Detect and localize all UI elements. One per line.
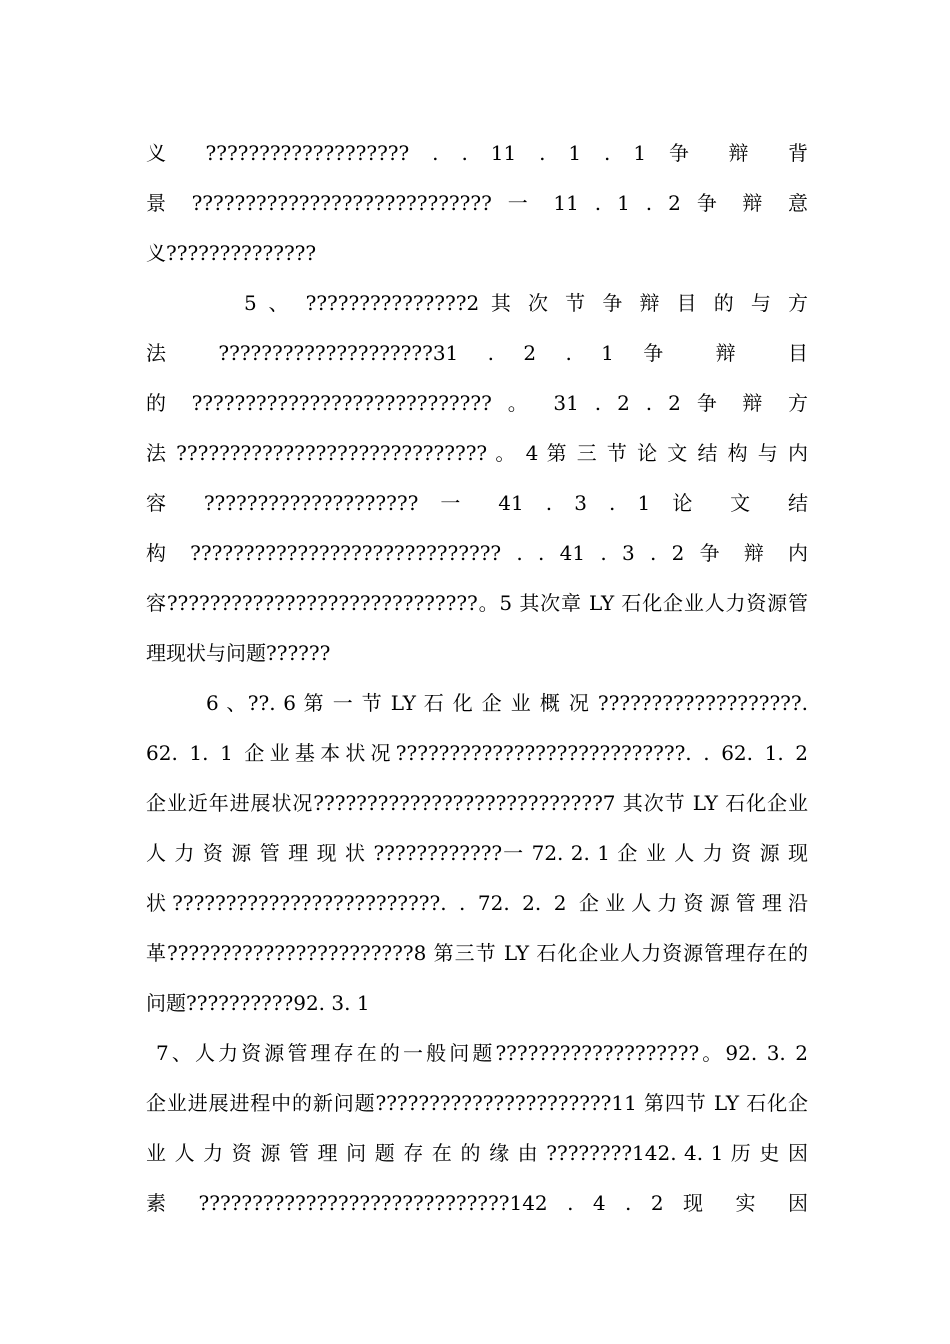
toc-line: 6 、??. 6 第 一 节 LY 石 化 企 业 概 况 ???????????????????. [206, 691, 808, 715]
toc-line: 容?????????????????????????????。5 其次章 LY 石化企业人力资源管 [146, 591, 808, 615]
toc-paragraph-4 [146, 1028, 808, 1228]
toc-line: 人 力 资 源 管 理 现 状 ????????????一 72. 2. 1 企 业 人 力 资 源 现 [146, 841, 808, 865]
toc-line: 业 人 力 资 源 管 理 问 题 存 在 的 缘 由 ????????142. 4. 1 历 史 因 [146, 1141, 808, 1165]
toc-paragraph-1 [146, 128, 808, 278]
toc-line: 理现状与问题?????? [146, 641, 331, 665]
toc-paragraph-3 [146, 678, 808, 1028]
toc-line: 62. 1. 1 企业基本状况???????????????????????????. . 62. 1. 2 [146, 741, 808, 765]
toc-line: 状?????????????????????????. . 72. 2. 2 企业人力资源管理沿 [146, 891, 808, 915]
toc-line: 义?????????????? [146, 241, 317, 265]
toc-line: 容 ???????????????????? 一 41 . 3 . 1 论 文 结 [146, 491, 808, 515]
toc-line: 义 ??????????????????? . . 11 . 1 . 1 争 辩 背 [146, 141, 808, 165]
toc-line: 问题??????????92. 3. 1 [146, 991, 370, 1015]
toc-line: 革???????????????????????8 第三节 LY 石化企业人力资源管理存在的 [146, 941, 808, 965]
document-page [146, 128, 808, 1228]
toc-line: 7、人力资源管理存在的一般问题???????????????????。92. 3. 2 [156, 1041, 808, 1065]
toc-line: 5 、 ???????????????2 其 次 节 争 辩 目 的 与 方 [244, 291, 808, 315]
toc-line: 企业近年进展状况???????????????????????????7 其次节 LY 石化企业 [146, 791, 808, 815]
toc-line: 景 ???????????????????????????? 一 11 . 1 . 2 争 辩 意 [146, 191, 808, 215]
toc-line: 法 ????????????????????31 . 2 . 1 争 辩 目 [146, 341, 808, 365]
toc-line: 构 ????????????????????????????? . . 41 . 3 . 2 争 辩 内 [146, 541, 808, 565]
toc-line: 法 ????????????????????????????? 。 4 第 三 节 论 文 结 构 与 内 [146, 441, 808, 465]
toc-line: 企业进展进程中的新问题??????????????????????11 第四节 LY 石化企 [146, 1091, 808, 1115]
toc-line: 素 ?????????????????????????????142 . 4 . 2 现 实 因 [146, 1191, 808, 1215]
toc-paragraph-2 [146, 278, 808, 678]
toc-line: 的 ???????????????????????????? 。 31 . 2 . 2 争 辩 方 [146, 391, 808, 415]
